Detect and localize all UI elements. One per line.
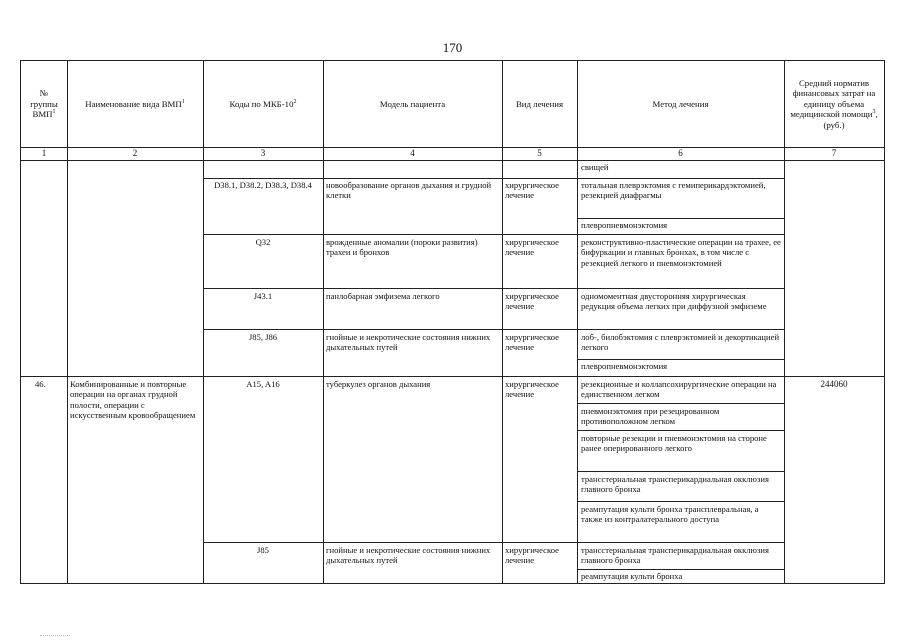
- method-cell: резекционные и коллапсохирургические операции на единственном легком: [581, 379, 777, 400]
- col-number: 5: [537, 148, 542, 158]
- patient-model-cell: новообразование органов дыхания и грудной клетки: [326, 180, 492, 201]
- col-number: 7: [831, 148, 837, 158]
- col-number: 1: [41, 148, 47, 158]
- row-divider: [577, 218, 784, 219]
- header-group-number: № группы ВМП$^1$: [30, 88, 58, 120]
- treatment-type-cell: хирургическое лечение: [505, 379, 559, 400]
- col-number: 3: [260, 148, 266, 158]
- header-cost-norm: Средний норматив финансовых затрат на единицу объема медицинской помощи$^3$, (руб.): [790, 77, 878, 130]
- method-cell: пневмонэктомия при резецированном противоположном легком: [581, 406, 720, 427]
- row-divider: [577, 359, 784, 360]
- row-divider: [577, 403, 784, 404]
- col-number: 6: [678, 148, 683, 158]
- patient-model-cell: панлобарная эмфизема легкого: [326, 291, 440, 301]
- method-cell: повторные резекции и пневмонэктомия на стороне ранее оперированного легкого: [581, 433, 767, 454]
- cost-cell: 244060: [820, 379, 848, 389]
- method-cell: одномоментная двусторонняя хирургическая редукция объема легких при диффузной эмфиземе: [581, 291, 767, 312]
- patient-model-cell: гнойные и некротические состояния нижних дыхательных путей: [326, 545, 491, 566]
- method-cell: реампутация культи бронха: [581, 571, 683, 581]
- col-number: 4: [410, 148, 415, 158]
- icd-code-cell: Q32: [255, 237, 271, 247]
- patient-model-cell: туберкулез органов дыхания: [326, 379, 431, 389]
- treatment-type-cell: хирургическое лечение: [505, 291, 559, 312]
- header-treatment-type: Вид лечения: [515, 98, 564, 109]
- row-divider: [203, 234, 784, 235]
- header-vmp-name: Наименование вида ВМП$^1$: [85, 98, 185, 109]
- row-divider: [577, 501, 784, 502]
- header-icd-codes: Коды по МКБ-$10^2$: [229, 98, 297, 109]
- icd-code-cell: A15, A16: [246, 379, 280, 389]
- method-cell: плевропневмонэктомия: [581, 220, 668, 230]
- method-cell: лоб-, билобэктомия с плеврэктомией и декортикацией легкого: [581, 332, 780, 353]
- icd-code-cell: J85, J86: [248, 332, 278, 342]
- patient-model-cell: врожденные аномалии (пороки развития) трахеи и бронхов: [326, 237, 478, 258]
- col-number: 2: [132, 148, 138, 158]
- row-divider: [21, 160, 884, 161]
- row-divider: [203, 288, 784, 289]
- header-patient-model: Модель пациента: [379, 98, 446, 109]
- page-number: 170: [442, 40, 463, 55]
- treatment-type-cell: хирургическое лечение: [505, 237, 559, 258]
- patient-model-cell: гнойные и некротические состояния нижних дыхательных путей: [326, 332, 491, 353]
- row-divider: [577, 430, 784, 431]
- icd-code-cell: J43.1: [253, 291, 273, 301]
- treatment-type-cell: хирургическое лечение: [505, 180, 559, 201]
- icd-code-cell: J85: [257, 545, 269, 555]
- row-divider: [577, 471, 784, 472]
- method-cell: плевропневмонэктомия: [581, 361, 668, 371]
- vmp-name-cell: Комбинированные и повторные операции на органах грудной полости, операции с искусственным кровообращением: [70, 379, 196, 420]
- treatment-type-cell: хирургическое лечение: [505, 332, 559, 353]
- row-divider: [21, 376, 884, 377]
- row-divider: [203, 178, 784, 179]
- method-cell: трансстернальная трансперикардиальная окклюзия главного бронха: [581, 545, 769, 566]
- row-divider: [203, 542, 784, 543]
- icd-code-cell: D38.1, D38.2, D38.3, D38.4: [214, 180, 312, 190]
- scan-artifact: [40, 635, 70, 636]
- method-cell: реампутация культи бронха трансплевральная, а также из контралатерального доступа: [581, 504, 759, 525]
- procedures-table: [20, 60, 885, 584]
- header-treatment-method: Метод лечения: [652, 98, 709, 109]
- method-cell: трансстернальная трансперикардиальная окклюзия главного бронха: [581, 474, 769, 495]
- method-cell: свищей: [581, 162, 609, 172]
- row-divider: [203, 329, 784, 330]
- method-cell: тотальная плеврэктомия с гемиперикардэктомией, резекцией диафрагмы: [581, 180, 766, 201]
- method-cell: реконструктивно-пластические операции на трахее, ее бифуркации и главных бронхах, в том числе с резекцией легкого и пневмонэктомией: [581, 237, 781, 268]
- group-number-cell: 46.: [35, 379, 46, 389]
- treatment-type-cell: хирургическое лечение: [505, 545, 559, 566]
- row-divider: [577, 569, 784, 570]
